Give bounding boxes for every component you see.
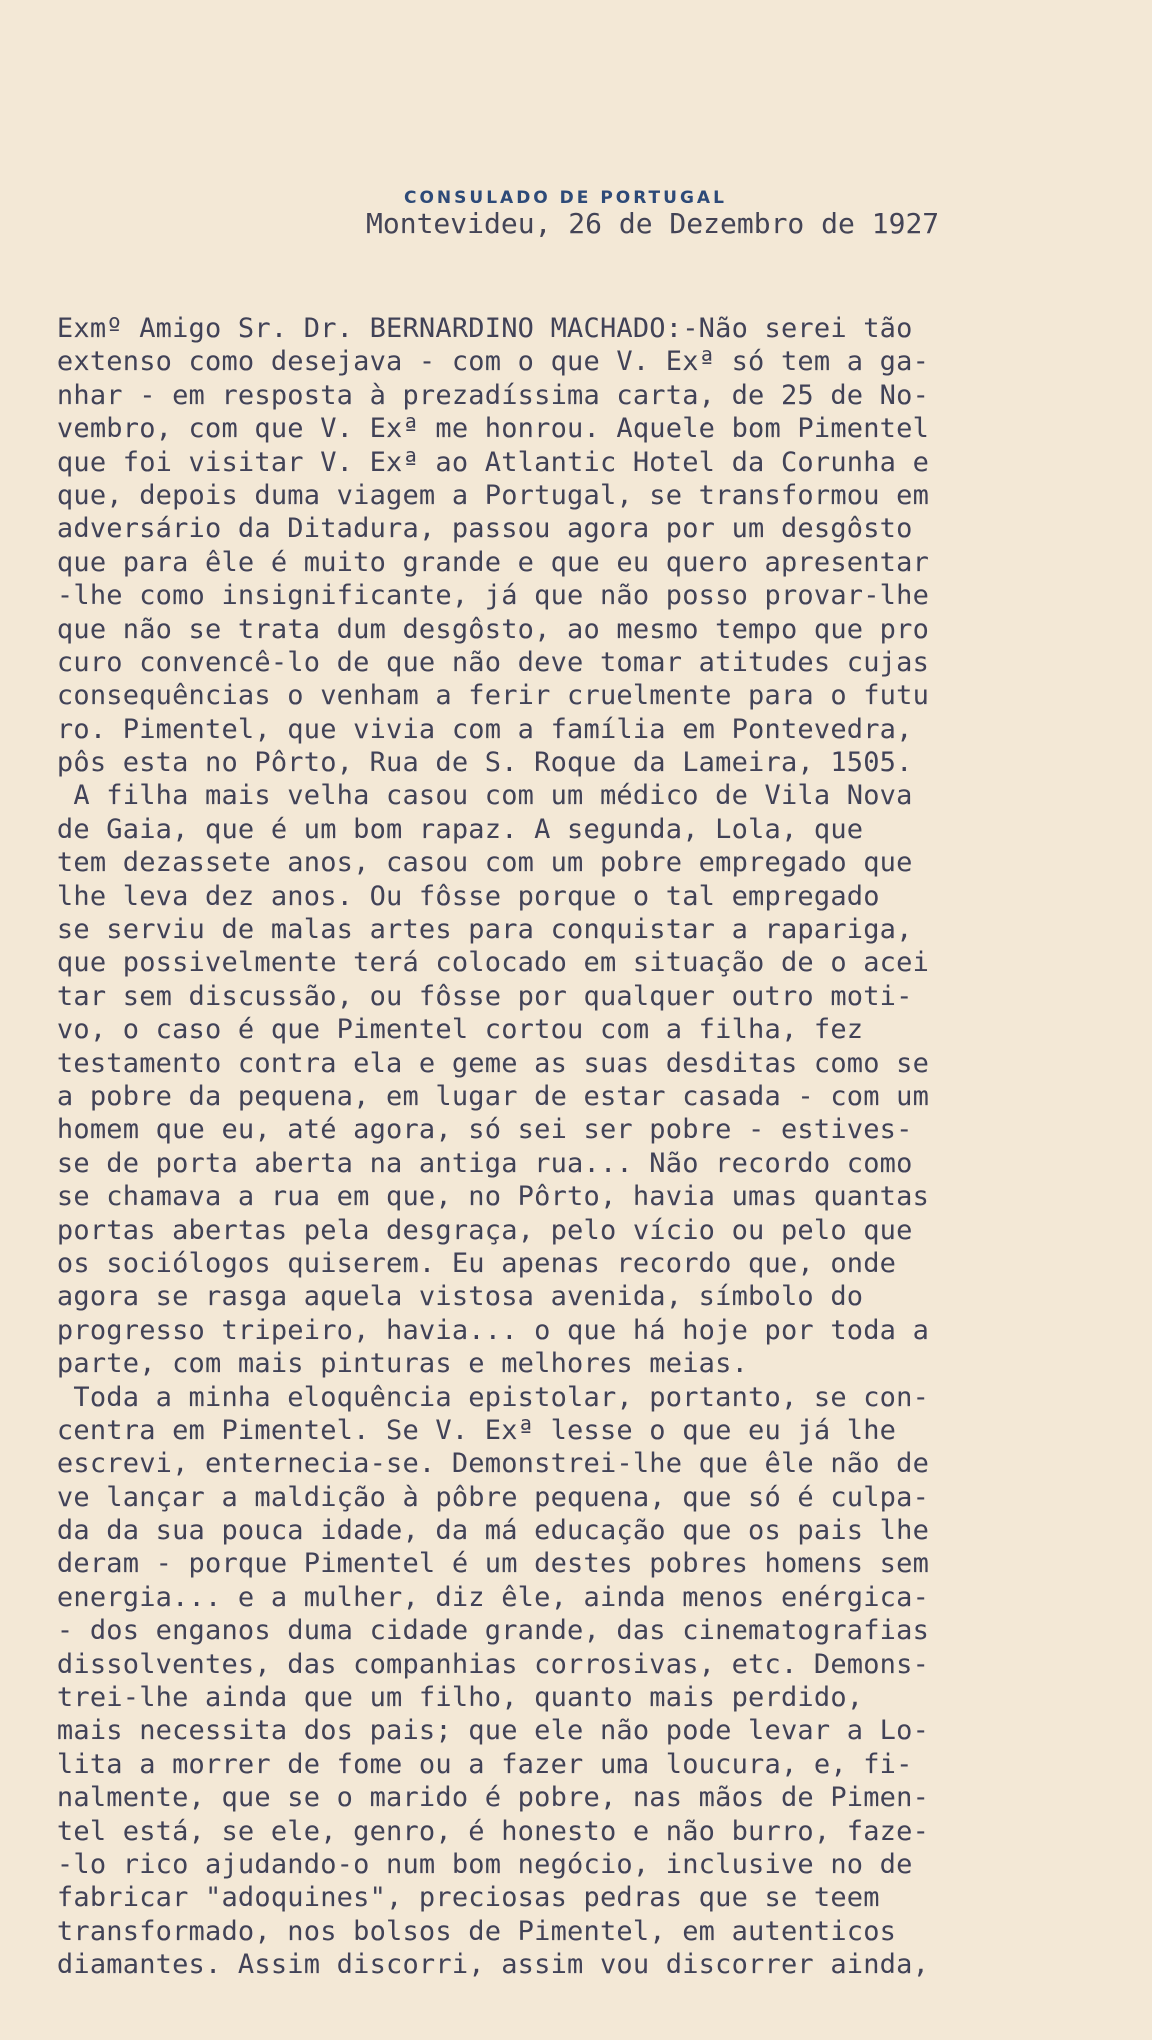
letter-line: que não se trata dum desgôsto, ao mesmo tempo que pro — [24, 613, 930, 645]
letter-line: que possivelmente terá colocado em situação de o acei — [24, 947, 930, 979]
letter-body — [24, 312, 1134, 1982]
letter-line: progresso tripeiro, havia... o que há hoje por toda a — [24, 1314, 930, 1346]
letter-line: curo convencê-lo de que não deve tomar atitudes cujas — [24, 646, 930, 678]
letter-line: se chamava a rua em que, no Pôrto, havia umas quantas — [24, 1181, 930, 1213]
letter-line: trei-lhe ainda que um filho, quanto mais perdido, — [24, 1682, 864, 1714]
letter-line: escrevi, enternecia-se. Demonstrei-lhe que êle não de — [24, 1448, 930, 1480]
letter-line: lhe leva dez anos. Ou fôsse porque o tal empregado — [24, 880, 880, 912]
letter-line: tar sem discussão, ou fôsse por qualquer outro moti- — [24, 980, 913, 1012]
letter-line: testamento contra ela e geme as suas desditas como se — [24, 1047, 930, 1079]
letter-line: Exmº Amigo Sr. Dr. BERNARDINO MACHADO:-Não serei tão — [24, 313, 913, 344]
letter-line: diamantes. Assim discorri, assim vou discorrer ainda, — [24, 1949, 930, 1981]
letter-line: que foi visitar V. Exª ao Atlantic Hotel da Corunha e — [24, 446, 930, 478]
letter-line: que, depois duma viagem a Portugal, se transformou em — [24, 479, 930, 511]
letter-line: de Gaia, que é um bom rapaz. A segunda, Lola, que — [24, 813, 864, 845]
letter-line: - dos enganos duma cidade grande, das cinematografias — [24, 1615, 930, 1647]
letterhead: CONSULADO DE PORTUGAL — [404, 188, 727, 208]
letter-line: agora se rasga aquela vistosa avenida, símbolo do — [24, 1281, 864, 1313]
letter-line: consequências o venham a ferir cruelmente para o futu — [24, 680, 930, 712]
letter-line: da da sua pouca idade, da má educação que os pais lhe — [24, 1515, 930, 1547]
letter-line: mais necessita dos pais; que ele não pode levar a Lo- — [24, 1715, 930, 1747]
letter-line: extenso como desejava - com o que V. Exª só tem a ga- — [24, 346, 930, 378]
letter-line: -lhe como insignificante, já que não posso provar-lhe — [24, 580, 930, 612]
letter-line: tem dezassete anos, casou com um pobre empregado que — [24, 847, 913, 879]
letter-line: se serviu de malas artes para conquistar a rapariga, — [24, 914, 913, 946]
letter-line: centra em Pimentel. Se V. Exª lesse o que eu já lhe — [24, 1414, 897, 1446]
letter-line: -lo rico ajudando-o num bom negócio, inclusive no de — [24, 1848, 913, 1880]
letter-line: os sociólogos quiserem. Eu apenas recordo que, onde — [24, 1247, 897, 1279]
letter-line: Toda a minha eloquência epistolar, portanto, se con- — [24, 1381, 930, 1413]
letter-line: dissolventes, das companhias corrosivas, etc. Demons- — [24, 1648, 930, 1680]
letter-line: a pobre da pequena, em lugar de estar casada - com um — [24, 1080, 930, 1112]
letter-line: ve lançar a maldição à pôbre pequena, que só é culpa- — [24, 1481, 930, 1513]
letter-line: transformado, nos bolsos de Pimentel, em autenticos — [24, 1915, 897, 1947]
letter-line: lita a morrer de fome ou a fazer uma loucura, e, fi- — [24, 1748, 913, 1780]
letter-line: se de porta aberta na antiga rua... Não recordo como — [24, 1147, 913, 1179]
letter-line: portas abertas pela desgraça, pelo vício ou pelo que — [24, 1214, 913, 1246]
letter-line: fabricar "adoquines", preciosas pedras que se teem — [24, 1882, 880, 1914]
letter-line: nalmente, que se o marido é pobre, nas mãos de Pimen- — [24, 1782, 930, 1814]
letter-line: ro. Pimentel, que vivia com a família em Pontevedra, — [24, 713, 913, 745]
letter-line: tel está, se ele, genro, é honesto e não burro, faze- — [24, 1815, 930, 1847]
letter-line: parte, com mais pinturas e melhores meias. — [24, 1348, 749, 1380]
letter-line: vembro, com que V. Exª me honrou. Aquele bom Pimentel — [24, 413, 930, 445]
letter-line: nhar - em resposta à prezadíssima carta, de 25 de No- — [24, 379, 930, 411]
letter-line: vo, o caso é que Pimentel cortou com a filha, fez — [24, 1014, 864, 1046]
letter-line: deram - porque Pimentel é um destes pobres homens sem — [24, 1548, 930, 1580]
letter-line: energia... e a mulher, diz êle, ainda menos enérgica- — [24, 1581, 930, 1613]
letter-line: A filha mais velha casou com um médico de Vila Nova — [24, 780, 913, 812]
date-line: Montevideu, 26 de Dezembro de 1927 — [366, 207, 940, 240]
letter-line: pôs esta no Pôrto, Rua de S. Roque da Lameira, 1505. — [24, 747, 913, 779]
letter-line: que para êle é muito grande e que eu quero apresentar — [24, 546, 930, 578]
letter-line: adversário da Ditadura, passou agora por um desgôsto — [24, 513, 913, 545]
letter-line: homem que eu, até agora, só sei ser pobre - estives- — [24, 1114, 913, 1146]
